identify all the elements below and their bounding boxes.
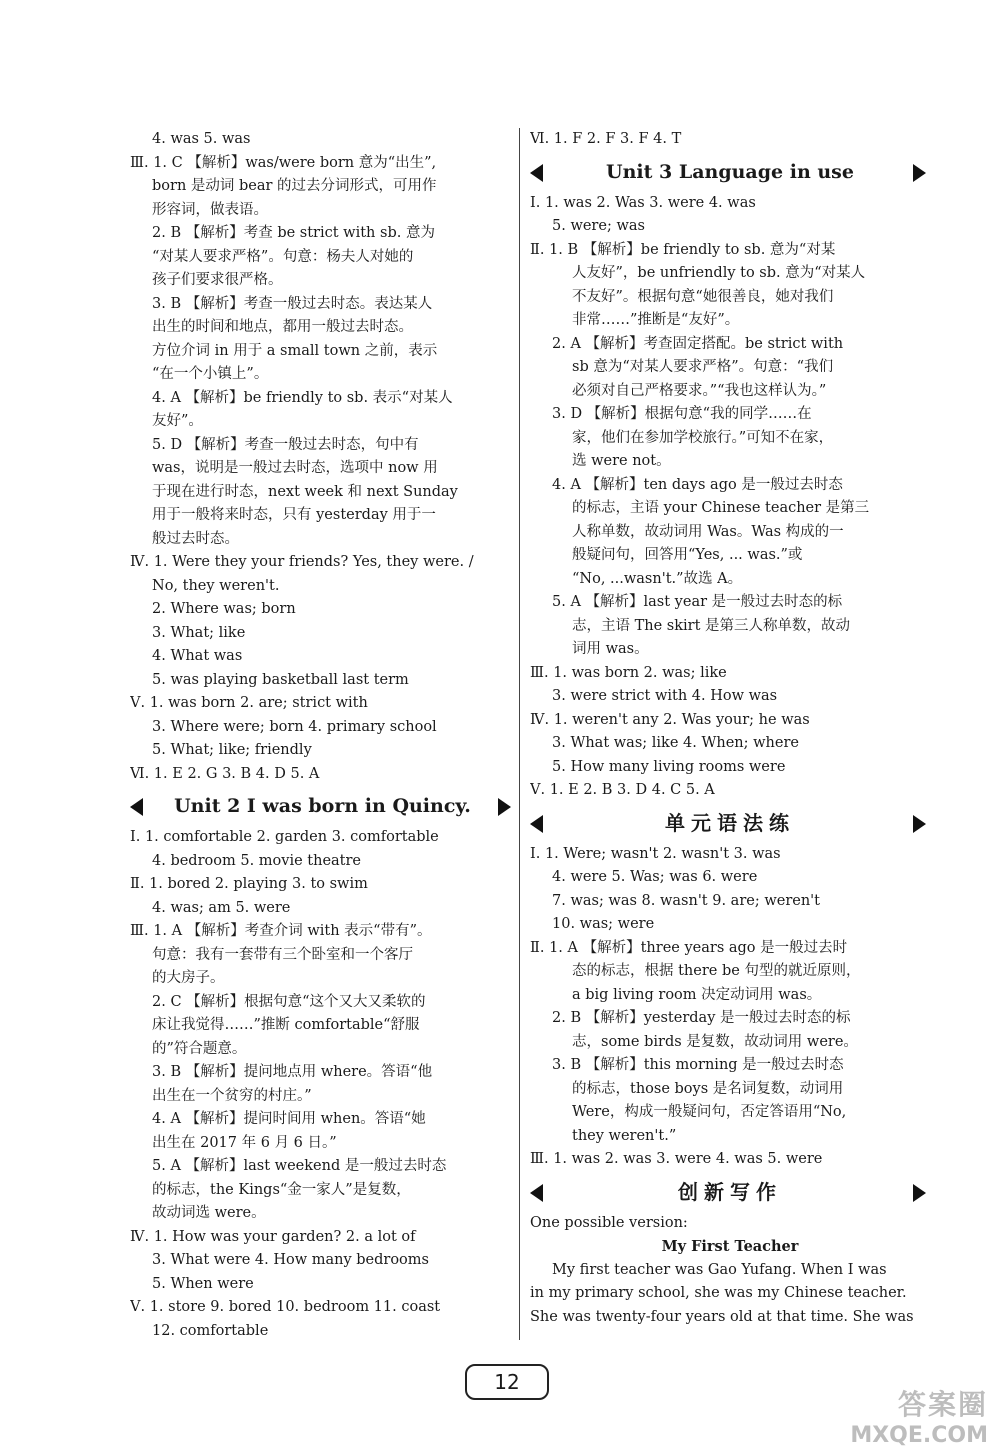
answer-line: 方位介词 in 用于 a small town 之前，表示 [152, 342, 438, 359]
answer-line: Ⅱ. 1. bored 2. playing 3. to swim [130, 876, 368, 892]
answer-line: 形容词，做表语。 [152, 201, 268, 218]
answer-line: 志，主语 The skirt 是第三人称单数，故动 [572, 617, 851, 634]
answer-line: 3. B 【解析】提问地点用 where。答语“他 [152, 1064, 433, 1080]
section-heading [530, 805, 930, 841]
answer-line: 3. B 【解析】考查一般过去时态。表达某人 [152, 295, 433, 312]
answer-line: 家，他们在参加学校旅行。”可知不在家， [572, 429, 834, 446]
answer-line: a big living room 决定动词用 was。 [572, 986, 822, 1003]
answer-line: Were，构成一般疑问句，否定答语用“No, [572, 1104, 847, 1120]
answer-line: 出生的时间和地点，都用一般过去时态。 [152, 319, 413, 335]
answer-line: 5. How many living rooms were [552, 758, 786, 775]
answer-line: Ⅴ. 1. was born 2. are; strict with [130, 695, 368, 711]
answer-line: 5. was playing basketball last term [152, 671, 409, 688]
triangle-left-icon [530, 164, 543, 182]
triangle-left-icon [530, 1184, 543, 1202]
answer-line: 4. A 【解析】ten days ago 是一般过去时态 [552, 476, 843, 493]
answer-line: “No, ...wasn't.”故选 A。 [572, 570, 743, 587]
answer-line: Ⅲ. 1. A 【解析】考查介词 with 表示“带有”。 [130, 923, 432, 939]
section-heading [530, 1174, 930, 1210]
answer-line: 的标志，主语 your Chinese teacher 是第三 [572, 500, 870, 516]
answer-line: 5. were; was [552, 218, 645, 234]
answer-line: 友好”。 [152, 413, 203, 429]
answer-line: No, they weren't. [152, 577, 280, 594]
answer-line: 3. What were 4. How many bedrooms [152, 1252, 429, 1268]
answer-line: 必须对自己严格要求。”“我也这样认为。” [572, 382, 827, 399]
answer-line: 出生在一个贫穷的村庄。” [152, 1087, 312, 1104]
answer-line: 2. Where was; born [152, 601, 296, 617]
answer-line: Ⅱ. 1. B 【解析】be friendly to sb. 意为“对某 [530, 241, 836, 258]
answer-line: 人称单数，故动词用 Was。Was 构成的一 [572, 523, 844, 540]
answer-line: 故动词选 were。 [152, 1205, 266, 1221]
answer-line: Ⅰ. 1. comfortable 2. garden 3. comfortable [130, 829, 439, 845]
answer-line: Ⅲ. 1. was born 2. was; like [530, 664, 727, 681]
answer-line: in my primary school, she was my Chinese teacher. [530, 1285, 907, 1301]
answer-line: 2. B 【解析】考查 be strict with sb. 意为 [152, 225, 435, 241]
watermark-url: MXQE.COM [850, 1423, 988, 1448]
answer-line: Ⅴ. 1. store 9. bored 10. bedroom 11. coast [130, 1299, 441, 1315]
answer-line: Ⅴ. 1. E 2. B 3. D 4. C 5. A [530, 782, 715, 798]
answer-line: 7. was; was 8. wasn't 9. are; weren't [552, 892, 820, 909]
answer-line: Ⅰ. 1. was 2. Was 3. were 4. was [530, 194, 756, 211]
answer-line: 2. A 【解析】考查固定搭配。be strict with [552, 335, 844, 352]
answer-line: 3. B 【解析】this morning 是一般过去时态 [552, 1057, 844, 1073]
answer-line: 于现在进行时态，next week 和 next Sunday [152, 483, 458, 500]
answer-line: 出生在 2017 年 6 月 6 日。” [152, 1134, 337, 1151]
answer-line: 选 were not。 [572, 453, 671, 469]
section-heading [530, 154, 930, 190]
answer-line: 句意：我有一套带有三个卧室和一个客厅 [152, 946, 413, 963]
answer-line: 10. was; were [552, 916, 655, 932]
left-column [130, 128, 515, 1343]
answer-line: 的标志，the Kings“金一家人”是复数， [152, 1181, 411, 1198]
answer-line: 不友好”。根据句意“她很善良，她对我们 [572, 288, 834, 305]
triangle-left-icon [530, 815, 543, 833]
answer-line: 4. were 5. Was; was 6. were [552, 869, 758, 885]
answer-line: 3. What was; like 4. When; where [552, 735, 799, 751]
right-column [530, 128, 930, 1329]
answer-line: 12. comfortable [152, 1322, 269, 1339]
answer-line: 床让我觉得……”推断 comfortable“舒服 [152, 1017, 420, 1033]
answer-line: 4. A 【解析】提问时间用 when。答语“她 [152, 1111, 426, 1127]
answer-line: 态的标志，根据 there be 句型的就近原则， [572, 963, 861, 979]
answer-line: 4. bedroom 5. movie theatre [152, 852, 362, 869]
answer-line: 5. When were [152, 1275, 254, 1292]
answer-line: they weren't.” [572, 1127, 677, 1144]
watermark [838, 1383, 988, 1448]
watermark-logo: 答案圈 [897, 1388, 988, 1421]
answer-line: Ⅰ. 1. Were; wasn't 2. wasn't 3. was [530, 845, 781, 862]
answer-line: 词用 was。 [572, 641, 649, 657]
answer-line: Ⅲ. 1. C 【解析】was/were born 意为“出生”, [130, 154, 437, 171]
answer-line: 孩子们要求很严格。 [152, 272, 283, 288]
answer-line: 志，some birds 是复数，故动词用 were。 [572, 1033, 858, 1050]
answer-line: Ⅲ. 1. was 2. was 3. were 4. was 5. were [530, 1151, 823, 1167]
answer-line: 的”符合题意。 [152, 1040, 247, 1057]
answer-line: 5. A 【解析】last year 是一般过去时态的标 [552, 594, 843, 610]
triangle-right-icon [913, 815, 926, 833]
answer-line: 4. was; am 5. were [152, 899, 291, 916]
answer-line: 3. D 【解析】根据句意“我的同学……在 [552, 406, 812, 422]
section-heading [130, 788, 515, 824]
answer-line: 4. was 5. was [152, 131, 251, 147]
answer-line: 4. What was [152, 648, 243, 664]
answer-line: 人友好”，be unfriendly to sb. 意为“对某人 [572, 265, 866, 281]
triangle-left-icon [130, 798, 143, 816]
answer-line: 用于一般将来时态，只有 yesterday 用于一 [152, 507, 436, 523]
section-heading-text: Unit 3 Language in use [606, 160, 854, 183]
section-heading-text: 创新写作 [678, 1179, 782, 1204]
answer-line: My first teacher was Gao Yufang. When I was [552, 1261, 887, 1278]
answer-line: was，说明是一般过去时态，选项中 now 用 [152, 460, 438, 476]
answer-line: 5. What; like; friendly [152, 742, 312, 758]
answer-line: 3. What; like [152, 624, 246, 641]
answer-line: “对某人要求严格”。句意：杨夫人对她的 [152, 248, 414, 265]
section-heading-text: Unit 2 I was born in Quincy. [174, 795, 471, 817]
answer-line: 5. A 【解析】last weekend 是一般过去时态 [152, 1158, 447, 1174]
answer-line: 2. B 【解析】yesterday 是一般过去时态的标 [552, 1010, 851, 1026]
answer-line: 4. A 【解析】be friendly to sb. 表示“对某人 [152, 389, 453, 406]
answer-line: Ⅳ. 1. weren't any 2. Was your; he was [530, 711, 810, 728]
answer-line: Ⅳ. 1. How was your garden? 2. a lot of [130, 1228, 416, 1245]
answer-line: 非常……”推断是“友好”。 [572, 312, 740, 328]
answer-line: sb 意为“对某人要求严格”。句意：“我们 [572, 359, 834, 375]
answer-line: 般过去时态。 [152, 530, 239, 547]
answer-line: 3. were strict with 4. How was [552, 688, 778, 704]
column-divider [519, 128, 520, 1340]
answer-line: Ⅵ. 1. F 2. F 3. F 4. T [530, 131, 682, 147]
answer-line: “在一个小镇上”。 [152, 366, 269, 382]
answer-line: One possible version: [530, 1214, 688, 1231]
answer-line: Ⅵ. 1. E 2. G 3. B 4. D 5. A [130, 765, 320, 782]
triangle-right-icon [498, 798, 511, 816]
section-heading-text: 单元语法练 [665, 810, 795, 835]
answer-line: Ⅱ. 1. A 【解析】three years ago 是一般过去时 [530, 939, 848, 956]
triangle-right-icon [913, 1184, 926, 1202]
answer-line: Ⅳ. 1. Were they your friends? Yes, they were. / [130, 554, 474, 570]
answer-line: 的大房子。 [152, 970, 225, 986]
answer-line: She was twenty-four years old at that time. She was [530, 1308, 914, 1325]
answer-line: 3. Where were; born 4. primary school [152, 718, 437, 735]
answer-line: 的标志，those boys 是名词复数，动词用 [572, 1080, 844, 1097]
triangle-right-icon [913, 164, 926, 182]
essay-title: My First Teacher [661, 1238, 799, 1255]
page-number: 12 [465, 1364, 549, 1400]
answer-line: 2. C 【解析】根据句意“这个又大又柔软的 [152, 993, 426, 1010]
answer-line: 5. D 【解析】考查一般过去时态，句中有 [152, 436, 419, 453]
answer-line: born 是动词 bear 的过去分词形式，可用作 [152, 178, 437, 194]
answer-line: 般疑问句，回答用“Yes, ... was.”或 [572, 547, 803, 563]
